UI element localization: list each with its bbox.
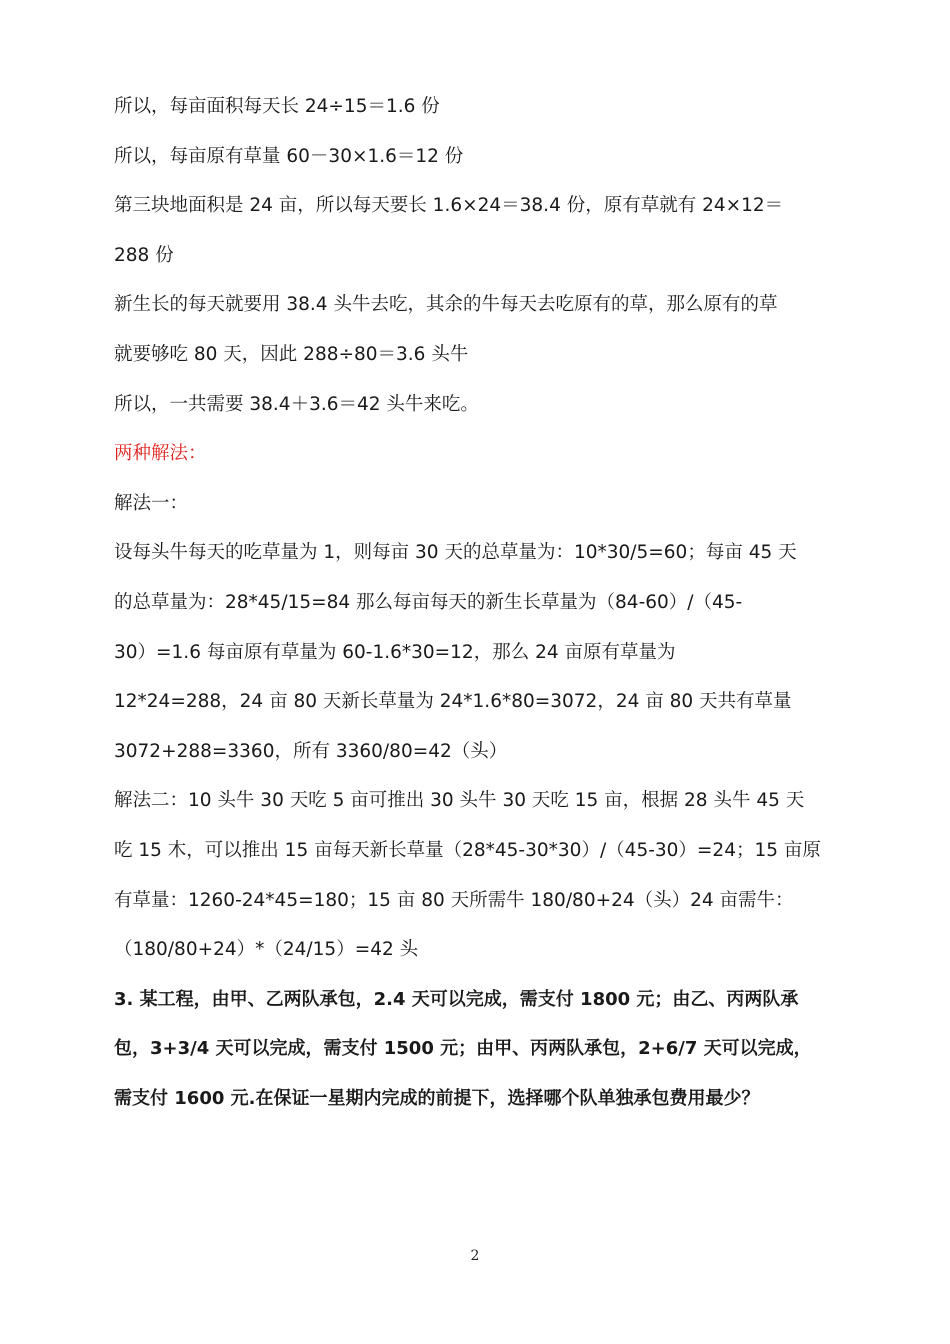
text-line: 12*24=288，24 亩 80 天新长草量为 24*1.6*80=3072，24 亩 80 天共有草量 [114,691,792,713]
text-line: 新生长的每天就要用 38.4 头牛去吃，其余的牛每天去吃原有的草，那么原有的草 [114,294,778,316]
text-line: 288 份 [114,244,174,266]
text-line: 30）=1.6 每亩原有草量为 60-1.6*30=12，那么 24 亩原有草量为 [114,641,676,663]
document-body [114,82,821,1123]
problem-statement: 3. 某工程，由甲、乙两队承包，2.4 天可以完成，需支付 1800 元；由乙、丙两队承 [114,988,799,1010]
text-line: 解法二：10 头牛 30 天吃 5 亩可推出 30 头牛 30 天吃 15 亩，根据 28 头牛 45 天 [114,790,805,812]
problem-statement: 包，3+3/4 天可以完成，需支付 1500 元；由甲、丙两队承包，2+6/7 天可以完成， [114,1038,812,1060]
text-line: 所以，一共需要 38.4＋3.6＝42 头牛来吃。 [114,393,479,415]
problem-statement: 需支付 1600 元.在保证一星期内完成的前提下，选择哪个队单独承包费用最少？ [114,1087,760,1109]
text-line: 的总草量为：28*45/15=84 那么每亩每天的新生长草量为（84-60）/（45- [114,591,743,613]
text-line: （180/80+24）*（24/15）=42 头 [114,939,419,961]
text-line: 所以，每亩面积每天长 24÷15＝1.6 份 [114,96,440,117]
text-line: 吃 15 木，可以推出 15 亩每天新长草量（28*45-30*30）/（45-30）=24；15 亩原 [114,839,821,861]
text-line: 所以，每亩原有草量 60－30×1.6＝12 份 [114,145,464,167]
solution-label: 解法一： [114,492,189,514]
text-line: 有草量：1260-24*45=180；15 亩 80 天所需牛 180/80+24（头）24 亩需牛： [114,889,794,911]
text-line: 3072+288=3360，所有 3360/80=42（头） [114,740,508,762]
section-heading: 两种解法： [114,443,207,465]
text-line: 设每头牛每天的吃草量为 1，则每亩 30 天的总草量为：10*30/5=60；每亩 45 天 [114,542,797,564]
page-number: 2 [470,1248,480,1264]
text-line: 就要够吃 80 天，因此 288÷80＝3.6 头牛 [114,343,469,365]
text-line: 第三块地面积是 24 亩，所以每天要长 1.6×24＝38.4 份，原有草就有 24×12＝ [114,195,784,217]
